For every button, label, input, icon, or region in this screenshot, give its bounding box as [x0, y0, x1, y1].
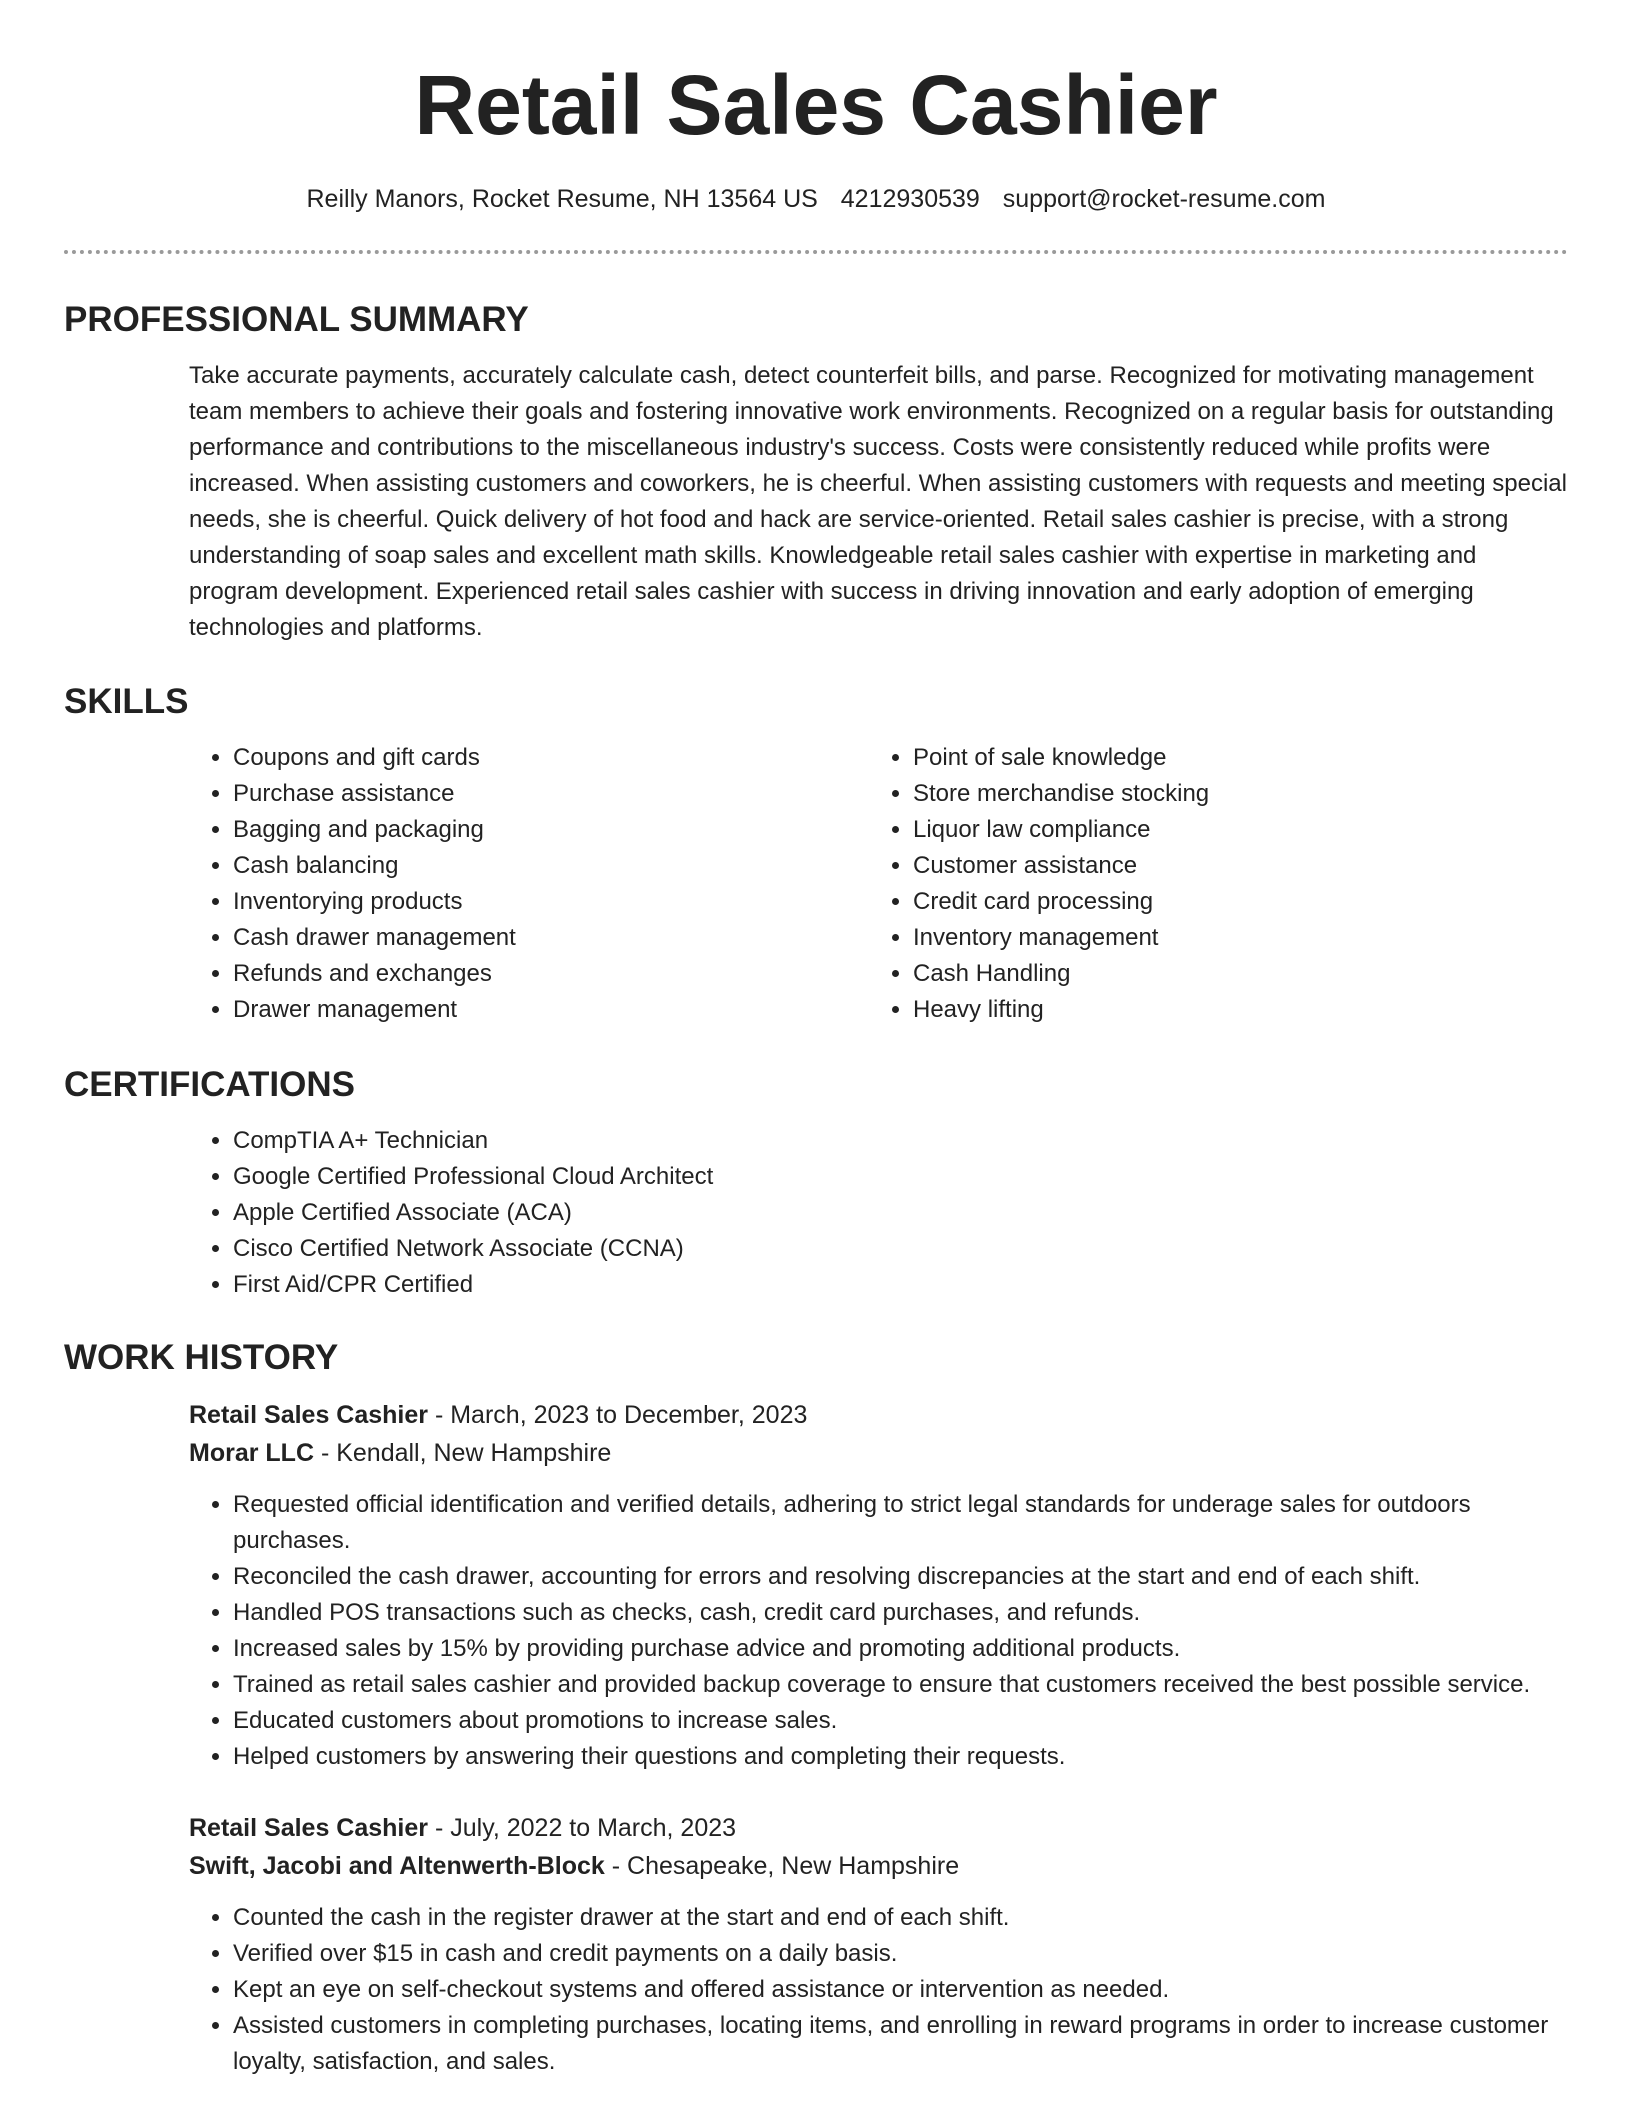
job-duty: • Helped customers by answering their questions and completing their requests.	[233, 1739, 1569, 1775]
skills-list-left	[189, 740, 869, 1028]
job-duties-list	[189, 1900, 1569, 2080]
certification-item: • Apple Certified Associate (ACA)	[233, 1195, 1568, 1231]
section-skills	[64, 680, 1568, 1028]
contact-line	[0, 181, 1632, 217]
job-duty: • Trained as retail sales cashier and provided backup coverage to ensure that customers received the best possible service.	[233, 1667, 1569, 1703]
job-duties-container	[189, 1487, 1569, 1775]
job-dates: - July, 2022 to March, 2023	[428, 1814, 737, 1842]
job-company: Morar LLC	[189, 1439, 314, 1467]
skill-item: • Store merchandise stocking	[913, 776, 1549, 812]
skill-item: • Inventorying products	[233, 884, 869, 920]
job-duty: • Kept an eye on self-checkout systems and offered assistance or intervention as needed.	[233, 1972, 1569, 2008]
section-title-certifications: CERTIFICATIONS	[64, 1065, 356, 1104]
job-duties-container	[189, 1900, 1569, 2080]
skill-item: • Coupons and gift cards	[233, 740, 869, 776]
contact-email: support@rocket-resume.com	[1002, 185, 1326, 213]
skill-item: • Credit card processing	[913, 884, 1549, 920]
job-entry	[189, 1809, 1569, 2080]
job-location: - Kendall, New Hampshire	[314, 1439, 612, 1467]
section-title-skills: SKILLS	[64, 682, 189, 721]
job-location: - Chesapeake, New Hampshire	[604, 1852, 960, 1880]
skill-item: • Drawer management	[233, 992, 869, 1028]
contact-address: Reilly Manors, Rocket Resume, NH 13564 US	[306, 185, 818, 213]
summary-text: Take accurate payments, accurately calculate cash, detect counterfeit bills, and parse. Recognized for motivating management team members to achieve their goals and fostering innovative work environments. Recognized on a regular basis for outstanding performance and contributions to the miscellaneous industry's success. Costs were consistently reduced while profits were increased. When assisting customers and coworkers, he is cheerful. When assisting customers with requests and meeting special needs, she is cheerful. Quick delivery of hot food and hack are service-oriented. Retail sales cashier is precise, with a strong understanding of soap sales and excellent math skills. Knowledgeable retail sales cashier with expertise in marketing and program development. Experienced retail sales cashier with success in driving innovation and early adoption of emerging technologies and platforms.	[189, 362, 1567, 641]
skills-grid	[189, 740, 1549, 1028]
job-duty: • Counted the cash in the register drawer at the start and end of each shift.	[233, 1900, 1569, 1936]
job-duty: • Educated customers about promotions to increase sales.	[233, 1703, 1569, 1739]
skill-item: • Refunds and exchanges	[233, 956, 869, 992]
job-duty: • Assisted customers in completing purchases, locating items, and enrolling in reward programs in order to increase customer loyalty, satisfaction, and sales.	[233, 2008, 1569, 2080]
certification-item: • Google Certified Professional Cloud Architect	[233, 1159, 1568, 1195]
job-dates: - March, 2023 to December, 2023	[428, 1401, 808, 1429]
job-company-line	[189, 1434, 1569, 1472]
skills-column-right	[869, 740, 1549, 1028]
section-work-history	[64, 1336, 1568, 2080]
certification-item: • Cisco Certified Network Associate (CCNA)	[233, 1231, 1568, 1267]
job-title: Retail Sales Cashier	[189, 1401, 429, 1429]
job-duty: • Verified over $15 in cash and credit payments on a daily basis.	[233, 1936, 1569, 1972]
skill-item: • Heavy lifting	[913, 992, 1549, 1028]
job-title-line	[189, 1809, 1569, 1847]
job-duty: • Reconciled the cash drawer, accounting for errors and resolving discrepancies at the start and end of each shift.	[233, 1559, 1569, 1595]
job-title: Retail Sales Cashier	[189, 1814, 429, 1842]
job-entry	[189, 1396, 1569, 1775]
skills-list-right	[869, 740, 1549, 1028]
skill-item: • Cash balancing	[233, 848, 869, 884]
resume-title: Retail Sales Cashier	[414, 58, 1218, 152]
skill-item: • Cash Handling	[913, 956, 1549, 992]
job-duty: • Requested official identification and verified details, adhering to strict legal standards for underage sales for outdoors purchases.	[233, 1487, 1569, 1559]
job-company-line	[189, 1847, 1569, 1885]
section-certifications	[64, 1063, 1568, 1303]
skill-item: • Purchase assistance	[233, 776, 869, 812]
certification-item: • CompTIA A+ Technician	[233, 1123, 1568, 1159]
header-divider	[64, 250, 1568, 254]
skill-item: • Point of sale knowledge	[913, 740, 1549, 776]
skill-item: • Cash drawer management	[233, 920, 869, 956]
certification-item: • First Aid/CPR Certified	[233, 1267, 1568, 1303]
skill-item: • Inventory management	[913, 920, 1549, 956]
job-company: Swift, Jacobi and Altenwerth-Block	[189, 1852, 605, 1880]
section-title-work-history: WORK HISTORY	[64, 1338, 339, 1377]
certifications-container	[189, 1123, 1568, 1303]
contact-phone: 4212930539	[840, 185, 980, 213]
skill-item: • Liquor law compliance	[913, 812, 1549, 848]
job-duty: • Handled POS transactions such as checks, cash, credit card purchases, and refunds.	[233, 1595, 1569, 1631]
job-duties-list	[189, 1487, 1569, 1775]
section-professional-summary	[64, 298, 1568, 646]
skill-item: • Customer assistance	[913, 848, 1549, 884]
skill-item: • Bagging and packaging	[233, 812, 869, 848]
job-title-line	[189, 1396, 1569, 1434]
job-duty: • Increased sales by 15% by providing purchase advice and promoting additional products.	[233, 1631, 1569, 1667]
certifications-list	[189, 1123, 1568, 1303]
skills-column-left	[189, 740, 869, 1028]
section-title-summary: PROFESSIONAL SUMMARY	[64, 300, 529, 339]
